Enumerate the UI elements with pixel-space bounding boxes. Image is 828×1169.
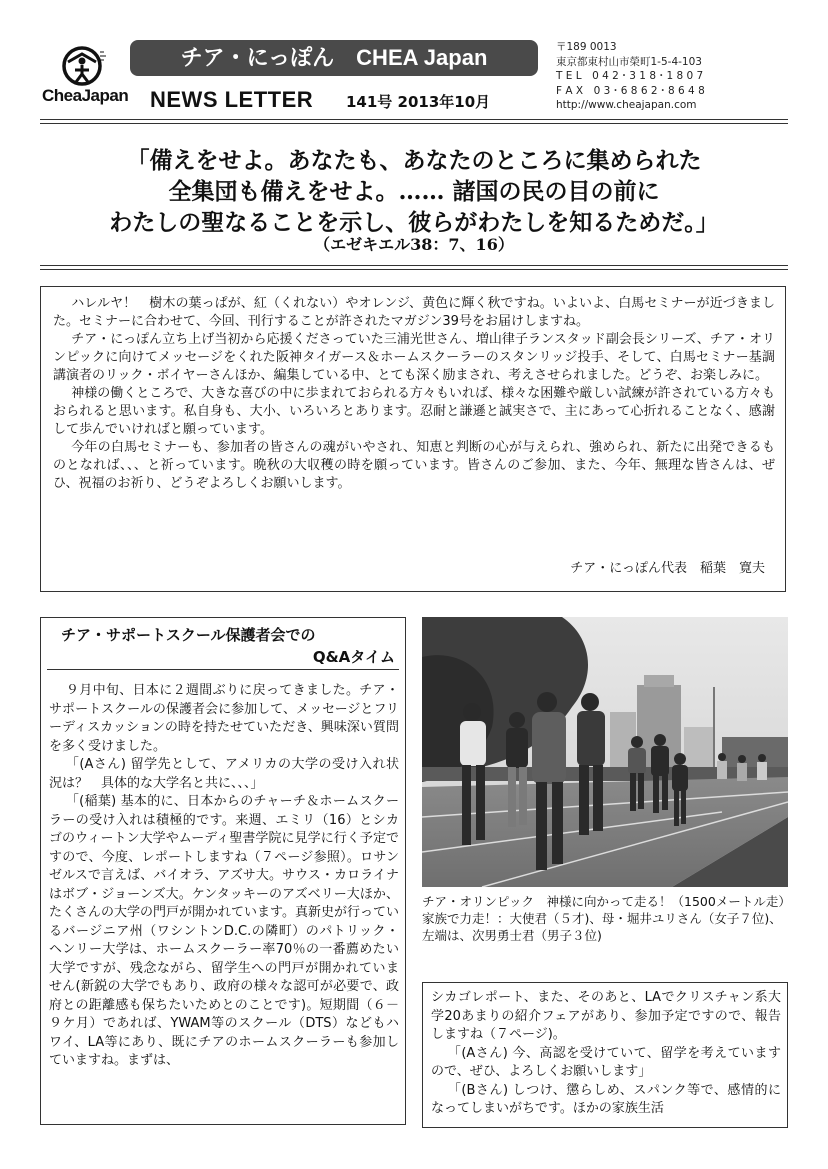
logo-text: CheaJapan	[42, 86, 129, 105]
verse-line: わたしの聖なることを示し、彼らがわたしを知るためだ。」	[109, 209, 719, 236]
article-paragraph: ９月中旬、日本に２週間ぶりに戻ってきました。チア・サポートスクールの保護者会に参加して、メッセージとフリーディスカッションの時を持たせていただき、興味深い質問を多く受けました。	[49, 683, 399, 754]
website-link[interactable]: http://www.cheajapan.com	[556, 99, 697, 111]
logo-emblem-icon	[58, 44, 114, 88]
continued-article-body	[431, 989, 781, 1119]
article-title	[61, 624, 397, 668]
street-address: 東京都東村山市榮町1-5-4-103	[556, 55, 702, 68]
track-race-image	[422, 617, 788, 887]
newsletter-label: NEWS LETTER	[150, 87, 314, 112]
contact-address	[556, 40, 705, 113]
phone-number: T E L 0 4 2・3 1 8・1 8 0 7	[556, 70, 704, 82]
article-paragraph: 「(Aさん) 今、高認を受けていて、留学を考えていますので、ぜひ、よろしくお願いします」	[431, 1045, 781, 1079]
fax-number: F A X 0 3・6 8 6 2・8 6 4 8	[556, 84, 705, 97]
verse-line: 「備えをせよ。あなたも、あなたのところに集められた	[126, 147, 702, 174]
article-paragraph: 「(Bさん) しつけ、懲らしめ、スパンク等で、感情的になってしまいがちです。ほかの家族生活	[431, 1082, 781, 1116]
article-paragraph: 「(稲葉) 基本的に、日本からのチャーチ＆ホームスクーラーの受け入れは積極的です。来週、エミリ（16）とシカゴのウィートン大学やムーディ聖書学院に見学に行く予定ですので、今度、レポートしますね（７ページ参照）。ロサンゼルスで言えば、バイオラ、アズサ大。サウス・カロライナはボブ・ジョーンズ大。ケンタッキーのアズベリー大ほか、たくさんの大学の門戸が開かれています。真新史が行っているバージニア州（ワシントンD.C.の隣町）のパトリック・ヘンリー大学は、ホームスクーラー率70％の一番薦めたい大学ですが、残念ながら、留学生への門戸が開かれていません(新鋭の大学でもあり、政府の様々な認可が必要で、政府との距離感も保ちたいためとのことです)。短期間（６－９ケ月）であれば、YWAM等のスクール（DTS）などもハワイ、LA等にあり、既にチアのホームスクーラーも参加していますね。まずは、	[49, 794, 399, 1068]
newsletter-title-bar: チア・にっぽん CHEA Japan	[130, 40, 538, 76]
article-title-line: Q&Aタイム	[312, 648, 395, 666]
caption-line: 家族で力走！：大使君（５才)、母・堀井ユリさん（女子７位)、左端は、次男勇士君（男子３位)	[422, 911, 782, 943]
greeting-signature: チア・にっぽん代表 稲葉 寛夫	[570, 561, 765, 576]
greeting-text	[53, 295, 775, 493]
greeting-paragraph: 今年の白馬セミナーも、参加者の皆さんの魂がいやされ、知恵と判断の心が与えられ、強められ、新たに出発できるものとなれば、、、と祈っています。晩秋の大収穫の時を願っています。皆さんのご参加、また、今年、無理な皆さんは、ぜひ、祝福のお祈り、どうぞよろしくお願いします。	[53, 440, 775, 491]
bible-verse	[40, 145, 788, 238]
article-paragraph: シカゴレポート、また、そのあと、LAでクリスチャン系大学20あまりの紹介フェアがあり、参加予定ですので、報告しますね（７ページ)。	[431, 990, 781, 1042]
article-box	[40, 617, 406, 1125]
verse-divider-top	[40, 265, 788, 266]
greeting-paragraph: ハレルヤ！ 樹木の葉っぱが、紅（くれない）やオレンジ、黄色に輝く秋ですね。いよいよ、白馬セミナーが近づきました。セミナーに合わせて、今回、刊行することが許されたマガジン39号をお届けしますね。	[53, 296, 775, 329]
caption-line: チア・オリンピック 神様に向かって走る！（1500メートル走）	[422, 894, 791, 909]
photo-caption	[422, 893, 791, 944]
greeting-paragraph: 神様の働くところで、大きな喜びの中に歩まれておられる方々もいれば、様々な困難や厳しい試練が許されている方々もおられると思います。私自身も、大小、いろいろとあります。忍耐と謙遜と誠実さで、主にあって心折れることなく、感謝して歩んでいければと願っています。	[53, 386, 775, 437]
article-title-divider	[47, 669, 399, 670]
header-divider-bottom	[40, 123, 788, 124]
verse-line: 全集団も備えをせよ。…… 諸国の民の目の前に	[168, 178, 660, 205]
verse-reference: （エゼキエル38：7、16）	[314, 235, 514, 254]
continued-article-box	[422, 982, 788, 1128]
cheajapan-logo	[40, 44, 135, 114]
verse-divider-bottom	[40, 269, 788, 270]
issue-date: 141号 2013年10月	[346, 93, 491, 111]
greeting-paragraph: チア・にっぽん立ち上げ当初から応援くださっていた三浦光世さん、増山律子ランスタッド副会長シリーズ、チア・オリンピックに向けてメッセージをくれた阪神タイガース＆ホームスクーラーのスタンリッジ投手、そして、白馬セミナー基調講演者のリック・ボイヤーさんほか、編集している中、とても深く励まされ、考えさせられました。どうぞ、お楽しみに。	[53, 332, 775, 383]
postal-code: 〒189 0013	[556, 41, 617, 53]
article-paragraph: 「(Aさん) 留学先として、アメリカの大学の受け入れ状況は？ 具体的な大学名と共に、、、」	[49, 757, 399, 791]
header-divider-top	[40, 119, 788, 120]
running-photo	[422, 617, 788, 887]
article-body	[49, 682, 399, 1071]
greeting-box	[40, 286, 786, 592]
article-title-line: チア・サポートスクール保護者会での	[61, 626, 316, 644]
